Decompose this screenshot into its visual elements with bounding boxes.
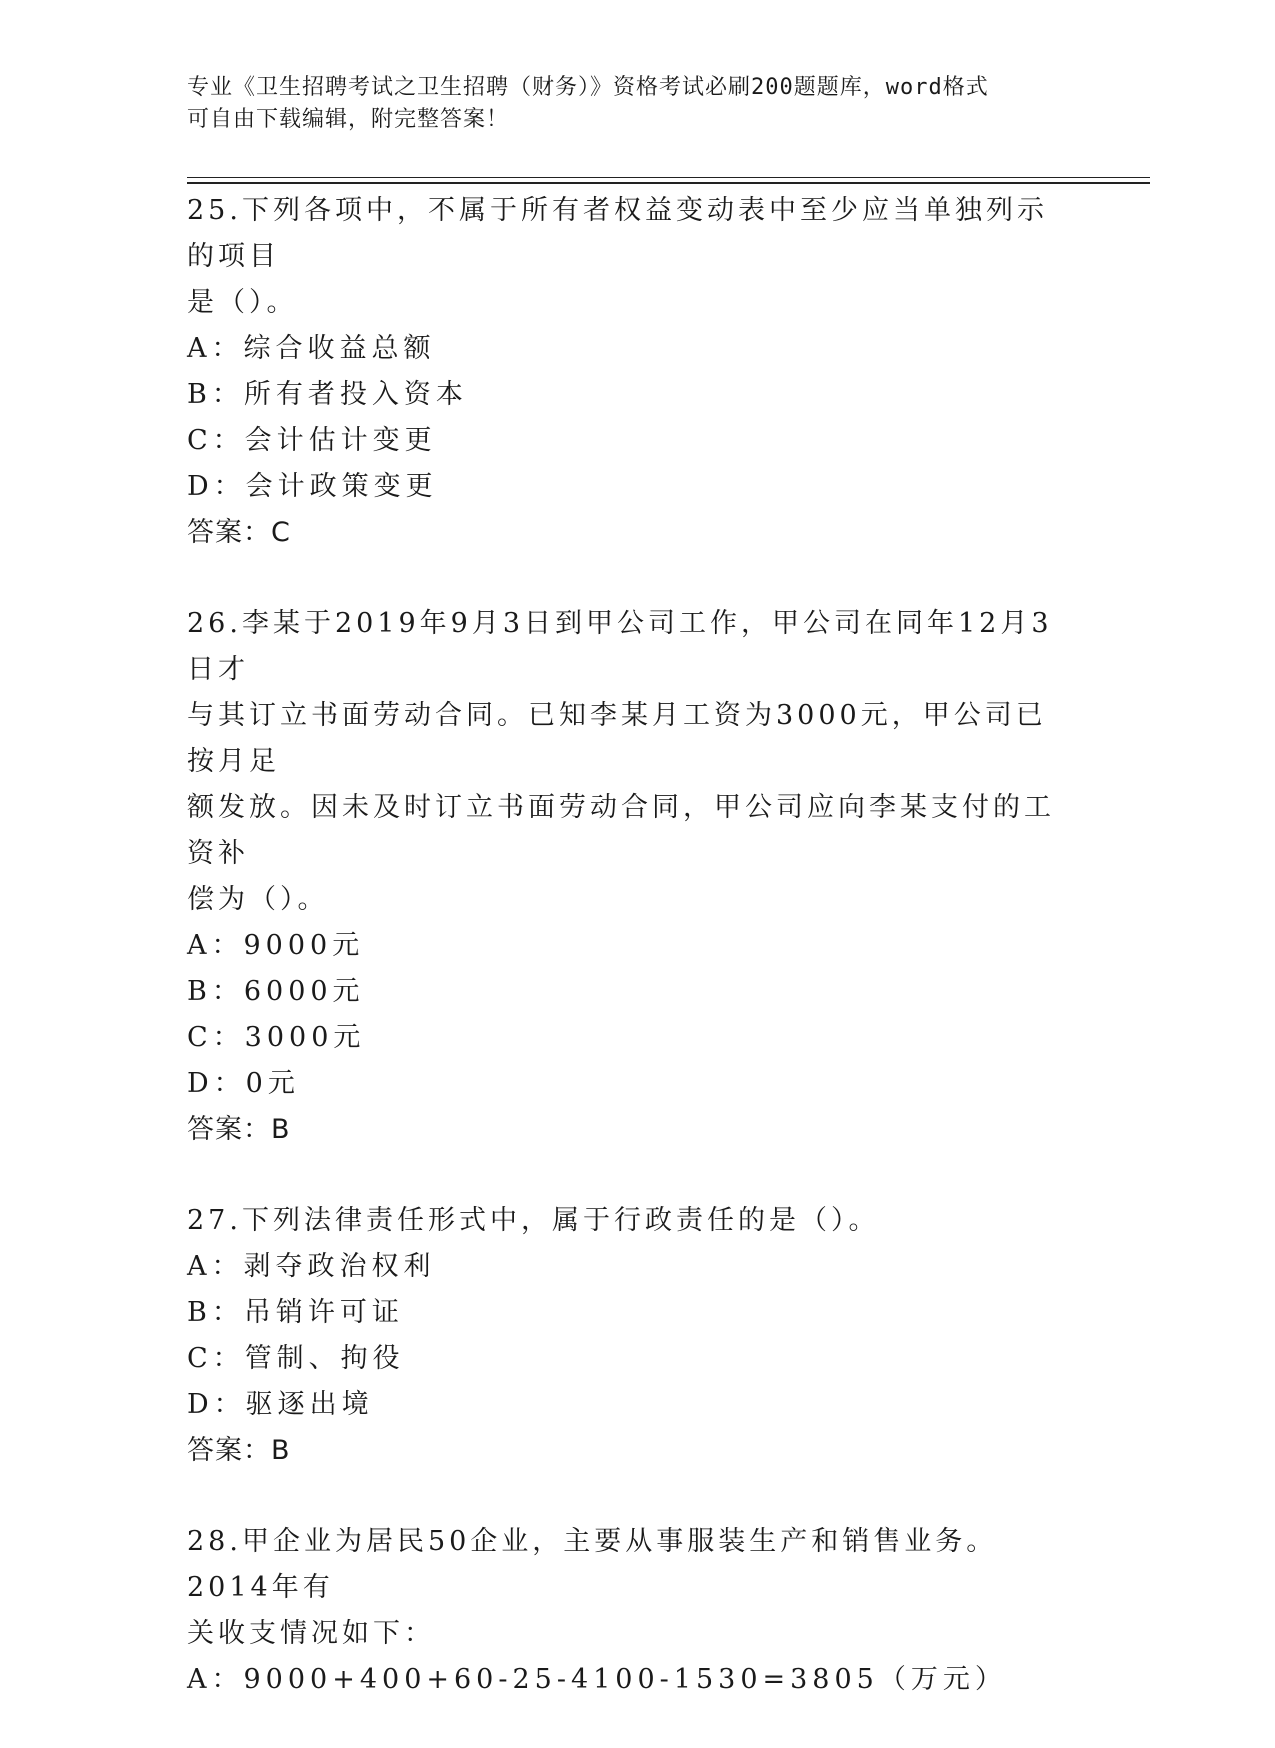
question-list (187, 188, 1077, 1748)
question-25 (187, 188, 1077, 556)
option-a: A：剥夺政治权利 (187, 1251, 436, 1282)
answer-line: 答案：B (187, 1114, 291, 1145)
option-a: A：9000+400+60-25-4100-1530=3805（万元） (187, 1664, 1007, 1695)
question-stem-line: 26.李某于2019年9月3日到甲公司工作，甲公司在同年12月3日才 (187, 608, 1053, 685)
option-d: D：驱逐出境 (187, 1389, 374, 1420)
option-b: B：所有者投入资本 (187, 379, 468, 410)
question-stem-line: 偿为（）。 (187, 884, 329, 915)
document-header (187, 72, 1067, 136)
question-stem-line: 关收支情况如下： (187, 1618, 435, 1649)
question-27 (187, 1198, 1077, 1474)
answer-line: 答案：B (187, 1435, 291, 1466)
option-b: B：6000元 (187, 976, 365, 1007)
option-b: B：吊销许可证 (187, 1297, 404, 1328)
answer-line: 答案：C (187, 517, 291, 548)
option-c: C：会计估计变更 (187, 425, 437, 456)
question-stem-line: 是（）。 (187, 287, 298, 318)
header-divider-thick (187, 182, 1150, 184)
question-stem-line: 28.甲企业为居民50企业，主要从事服装生产和销售业务。2014年有 (187, 1526, 998, 1603)
question-stem-line: 27.下列法律责任形式中，属于行政责任的是（）。 (187, 1205, 880, 1236)
option-d: D：会计政策变更 (187, 471, 438, 502)
option-d: D：0元 (187, 1068, 300, 1099)
header-divider-thin (187, 177, 1150, 178)
question-stem-line: 额发放。因未及时订立书面劳动合同，甲公司应向李某支付的工资补 (187, 792, 1055, 869)
question-26 (187, 601, 1077, 1153)
header-line-2: 可自由下载编辑，附完整答案！ (187, 107, 510, 132)
header-line-1: 专业《卫生招聘考试之卫生招聘（财务）》资格考试必刷200题题库，word格式 (187, 75, 989, 100)
option-c: C：管制、拘役 (187, 1343, 405, 1374)
option-a: A：综合收益总额 (187, 333, 436, 364)
question-28 (187, 1519, 1077, 1703)
question-stem-line: 25.下列各项中，不属于所有者权益变动表中至少应当单独列示的项目 (187, 195, 1048, 272)
question-stem-line: 与其订立书面劳动合同。已知李某月工资为3000元，甲公司已按月足 (187, 700, 1047, 777)
option-c: C：3000元 (187, 1022, 366, 1053)
option-a: A：9000元 (187, 930, 365, 961)
